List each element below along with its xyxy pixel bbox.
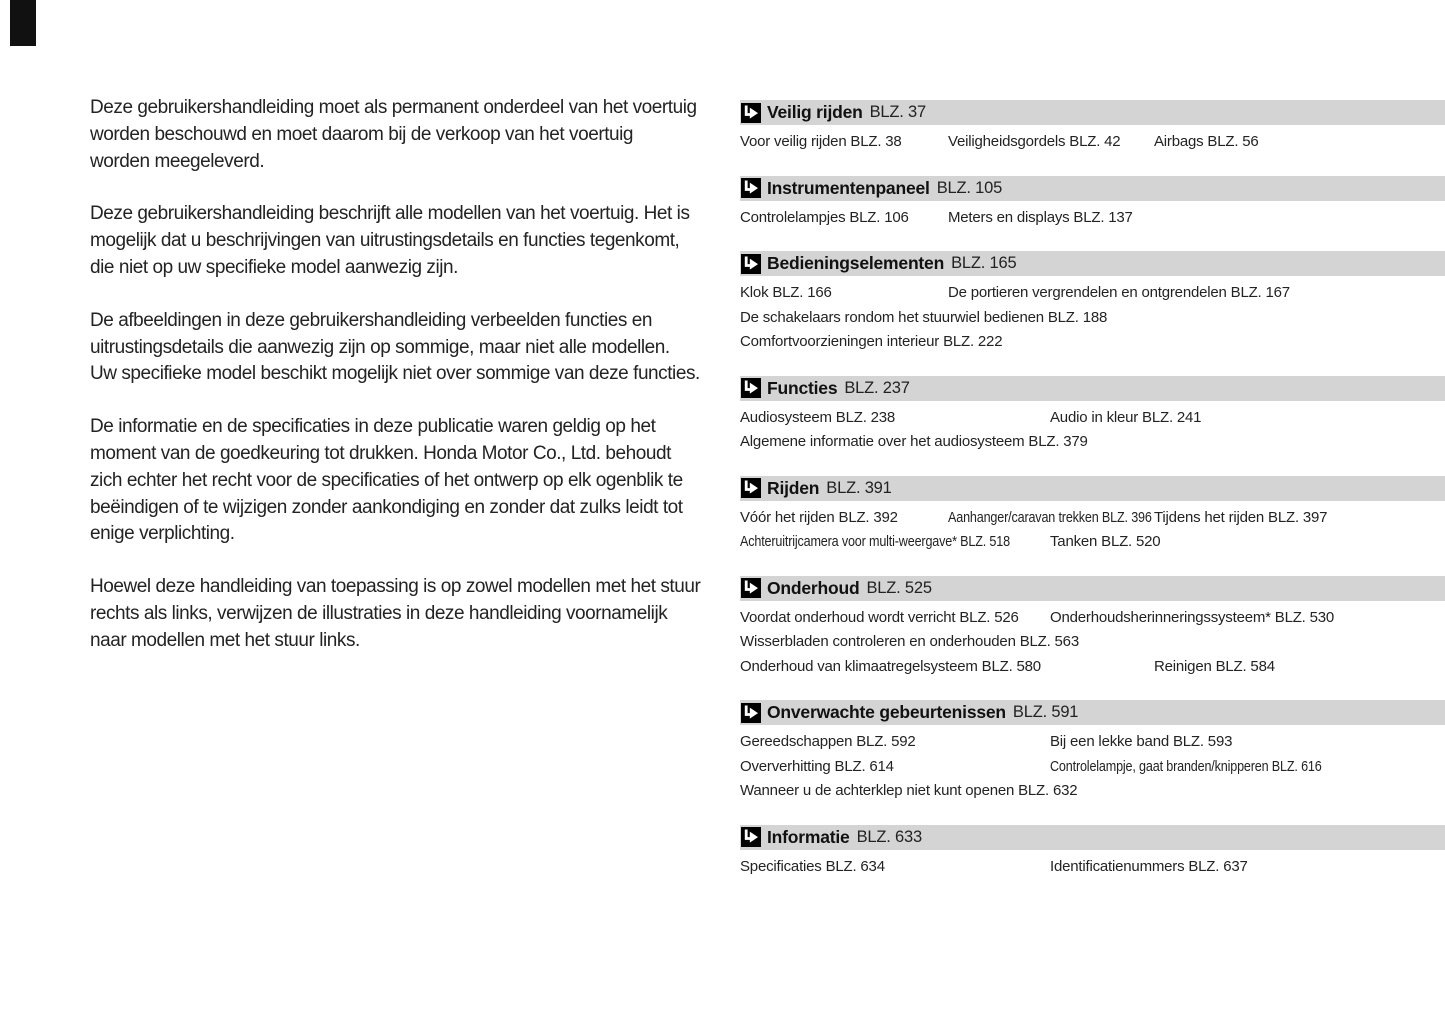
- toc-entry[interactable]: Onderhoud van klimaatregelsysteem BLZ. 580: [740, 657, 1041, 675]
- toc-section-instrumentenpaneel: [740, 176, 1445, 232]
- toc-section-rijden: [740, 476, 1445, 556]
- arrow-right-icon: [741, 103, 761, 123]
- section-title: Onderhoud: [767, 577, 860, 598]
- toc-header-rijden[interactable]: [740, 476, 1445, 501]
- toc-entry[interactable]: Wanneer u de achterklep niet kunt openen BLZ. 632: [740, 782, 1078, 799]
- toc-entries: [740, 282, 1445, 356]
- section-title: Functies: [767, 377, 838, 398]
- arrow-right-icon: [741, 254, 761, 274]
- toc-entry[interactable]: Voor veilig rijden BLZ. 38: [740, 133, 902, 150]
- toc-entry[interactable]: De schakelaars rondom het stuurwiel bedienen BLZ. 188: [740, 308, 1108, 326]
- intro-line: worden beschouwd en moet daarom bij de verkoop van het voertuig: [90, 123, 634, 145]
- intro-line: die niet op uw specifieke model aanwezig zijn.: [90, 256, 458, 278]
- toc-entry[interactable]: Tanken BLZ. 520: [1050, 533, 1161, 550]
- toc-entry[interactable]: Klok BLZ. 166: [740, 284, 832, 301]
- intro-line: Hoewel deze handleiding van toepassing is op zowel modellen met het stuur: [90, 576, 701, 598]
- intro-line: De afbeeldingen in deze gebruikershandleiding verbeelden functies en: [90, 309, 652, 331]
- toc-header-instrumentenpaneel[interactable]: [740, 176, 1445, 201]
- section-title: Rijden: [767, 477, 820, 498]
- intro-text: [90, 95, 735, 681]
- toc-entry[interactable]: Comfortvoorzieningen interieur BLZ. 222: [740, 333, 1003, 350]
- section-title: Informatie: [767, 826, 850, 847]
- toc-entry[interactable]: Onderhoudsherinneringssysteem* BLZ. 530: [1050, 608, 1335, 626]
- intro-line: enige verplichting.: [90, 523, 235, 545]
- toc-entry[interactable]: Controlelampje, gaat branden/knipperen BLZ. 616: [1050, 757, 1322, 775]
- intro-paragraph: [90, 95, 735, 175]
- toc-entry[interactable]: Bij een lekke band BLZ. 593: [1050, 733, 1233, 750]
- intro-line: Deze gebruikershandleiding beschrijft alle modellen van het voertuig. Het is: [90, 203, 690, 225]
- toc-entry[interactable]: Wisserbladen controleren en onderhouden BLZ. 563: [740, 633, 1079, 650]
- arrow-right-icon: [741, 378, 761, 398]
- section-page-ref: BLZ. 105: [936, 178, 1003, 197]
- toc-section-onderhoud: [740, 576, 1445, 681]
- toc-entries: [740, 731, 1445, 805]
- arrow-right-icon: [741, 478, 761, 498]
- toc-entry[interactable]: Algemene informatie over het audiosysteem BLZ. 379: [740, 433, 1088, 450]
- arrow-right-icon: [741, 827, 761, 847]
- section-page-ref: BLZ. 37: [869, 103, 927, 121]
- intro-line: Deze gebruikershandleiding moet als permanent onderdeel van het voertuig: [90, 97, 697, 118]
- toc-header-onderhoud[interactable]: [740, 576, 1445, 601]
- section-title: Instrumentenpaneel: [767, 177, 930, 198]
- toc-section-onverwachte-gebeurtenissen: [740, 700, 1445, 805]
- toc-entry[interactable]: Meters en displays BLZ. 137: [948, 208, 1133, 226]
- intro-line: mogelijk dat u beschrijvingen van uitrustingsdetails en functies tegenkomt,: [90, 230, 680, 252]
- toc-entry[interactable]: Controlelampjes BLZ. 106: [740, 208, 909, 226]
- intro-line: moment van de goedkeuring tot drukken. Honda Motor Co., Ltd. behoudt: [90, 442, 671, 464]
- section-title: Bedieningselementen: [767, 253, 945, 273]
- section-page-ref: BLZ. 165: [951, 254, 1017, 272]
- toc-entries: [740, 207, 1445, 232]
- section-title: Veilig rijden: [767, 102, 863, 122]
- toc-section-functies: [740, 376, 1445, 456]
- toc-header-functies[interactable]: [740, 376, 1445, 401]
- toc-entry[interactable]: Audio in kleur BLZ. 241: [1050, 408, 1202, 426]
- intro-paragraph: [90, 201, 735, 281]
- toc-entry[interactable]: Audiosysteem BLZ. 238: [740, 408, 896, 426]
- toc-entries: [740, 131, 1445, 156]
- toc-entry[interactable]: Aanhanger/caravan trekken BLZ. 396: [948, 508, 1152, 526]
- section-page-ref: BLZ. 391: [826, 478, 892, 497]
- intro-line: rechts als links, verwijzen de illustraties in deze handleiding voornamelijk: [90, 602, 668, 624]
- intro-line: De informatie en de specificaties in deze publicatie waren geldig op het: [90, 416, 656, 438]
- intro-line: Uw specifieke model beschikt mogelijk niet over sommige van deze functies.: [90, 363, 700, 385]
- intro-line: worden meegeleverd.: [90, 150, 265, 172]
- toc-entry[interactable]: Airbags BLZ. 56: [1154, 133, 1259, 150]
- intro-paragraph: [90, 414, 735, 548]
- toc-entries: [740, 607, 1445, 681]
- section-page-ref: BLZ. 633: [856, 827, 922, 846]
- toc-section-bedieningselementen: [740, 251, 1445, 356]
- section-title: Onverwachte gebeurtenissen: [767, 702, 1006, 722]
- toc-entry[interactable]: Oververhitting BLZ. 614: [740, 757, 894, 775]
- toc-entry[interactable]: De portieren vergrendelen en ontgrendelen BLZ. 167: [948, 284, 1290, 301]
- toc-entry[interactable]: Identificatienummers BLZ. 637: [1050, 857, 1248, 875]
- arrow-right-icon: [741, 703, 761, 723]
- intro-line: zich echter het recht voor de specificaties of het ontwerp op elk ogenblik te: [90, 469, 683, 491]
- toc-entry[interactable]: Vóór het rijden BLZ. 392: [740, 508, 898, 526]
- toc-entry[interactable]: Veiligheidsgordels BLZ. 42: [948, 133, 1121, 150]
- toc-header-veilig-rijden[interactable]: [740, 100, 1445, 125]
- toc-entry[interactable]: Voordat onderhoud wordt verricht BLZ. 526: [740, 608, 1019, 626]
- toc-entries: [740, 507, 1445, 556]
- toc-entry[interactable]: Gereedschappen BLZ. 592: [740, 733, 916, 750]
- section-page-ref: BLZ. 525: [866, 578, 932, 597]
- toc-section-informatie: [740, 825, 1445, 881]
- toc-header-onverwachte-gebeurtenissen[interactable]: [740, 700, 1445, 725]
- arrow-right-icon: [741, 178, 761, 198]
- toc-entry[interactable]: Achteruitrijcamera voor multi-weergave* BLZ. 518: [740, 533, 1010, 550]
- toc-entry[interactable]: Tijdens het rijden BLZ. 397: [1154, 508, 1328, 526]
- table-of-contents: [740, 100, 1445, 900]
- arrow-right-icon: [741, 578, 761, 598]
- toc-header-bedieningselementen[interactable]: [740, 251, 1445, 276]
- toc-entries: [740, 407, 1445, 456]
- intro-paragraph: [90, 308, 735, 388]
- toc-entries: [740, 856, 1445, 881]
- toc-section-veilig-rijden: [740, 100, 1445, 156]
- section-page-ref: BLZ. 591: [1012, 703, 1079, 721]
- toc-entry[interactable]: Specificaties BLZ. 634: [740, 857, 885, 875]
- toc-header-informatie[interactable]: [740, 825, 1445, 850]
- section-page-ref: BLZ. 237: [844, 378, 910, 397]
- intro-line: naar modellen met het stuur links.: [90, 629, 360, 651]
- intro-line: beëindigen of te wijzigen zonder aankondiging en zonder dat zulks leidt tot: [90, 496, 683, 518]
- intro-line: uitrustingsdetails die aanwezig zijn op sommige, maar niet alle modellen.: [90, 336, 670, 358]
- chapter-tab: [10, 0, 36, 46]
- intro-paragraph: [90, 574, 735, 654]
- toc-entry[interactable]: Reinigen BLZ. 584: [1154, 657, 1275, 675]
